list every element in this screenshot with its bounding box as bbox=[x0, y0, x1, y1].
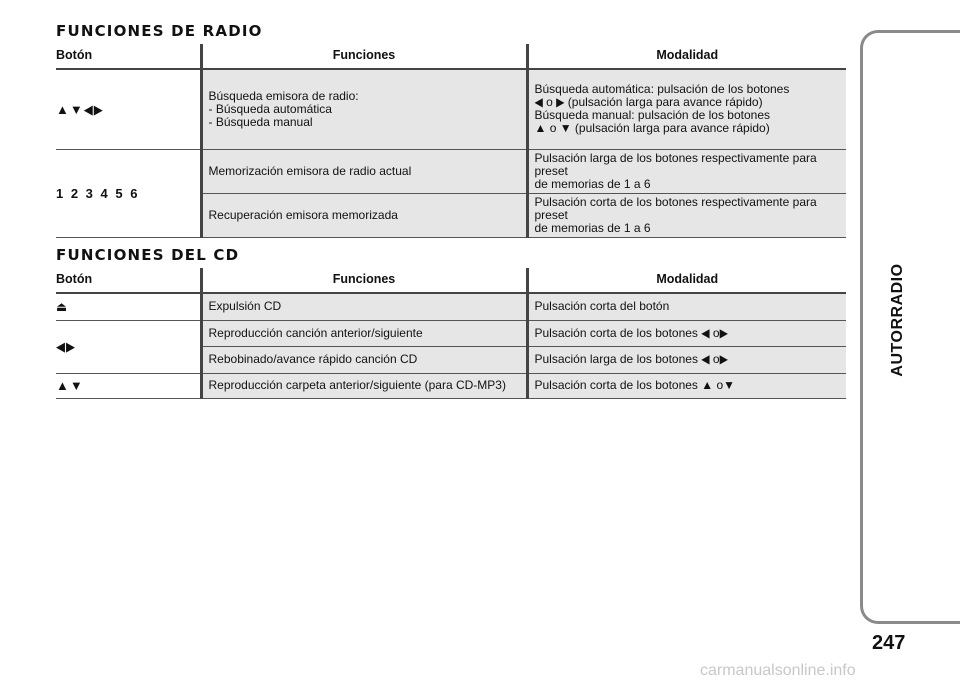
function-line: Memorización emisora de radio actual bbox=[208, 163, 412, 178]
table-row bbox=[56, 373, 846, 398]
header-mode: Modalidad bbox=[527, 268, 846, 293]
page-number: 247 bbox=[872, 632, 906, 654]
radio-functions-table bbox=[56, 44, 846, 238]
function-line: Búsqueda emisora de radio: bbox=[208, 88, 359, 103]
preset-buttons-label: 1 2 3 4 5 6 bbox=[56, 149, 201, 237]
mode-cell bbox=[527, 69, 846, 149]
function-cell bbox=[201, 149, 527, 193]
function-line: - Búsqueda manual bbox=[208, 114, 313, 129]
function-cell: Rebobinado/avance rápido canción CD bbox=[201, 346, 527, 373]
side-tab bbox=[860, 30, 960, 624]
mode-line: Búsqueda automática: pulsación de los botones bbox=[534, 82, 790, 97]
mode-cell bbox=[527, 193, 846, 237]
function-line: Recuperación emisora memorizada bbox=[208, 207, 398, 222]
mode-cell: Pulsación corta del botón bbox=[527, 293, 846, 320]
cd-functions-table bbox=[56, 268, 846, 399]
function-line: - Búsqueda automática bbox=[208, 101, 332, 116]
section-title-radio: FUNCIONES DE RADIO bbox=[56, 22, 263, 40]
mode-line: ◀ o ▶ (pulsación larga para avance rápido) bbox=[534, 95, 763, 110]
mode-cell: Pulsación larga de los botones ◀ o▶ bbox=[527, 346, 846, 373]
function-cell bbox=[201, 193, 527, 237]
table-row bbox=[56, 149, 846, 193]
side-tab-label: AUTORRADIO bbox=[889, 263, 906, 377]
up-down-arrows-icon: ▲▼ bbox=[56, 373, 201, 398]
table-row bbox=[56, 293, 846, 320]
table-header-row bbox=[56, 268, 846, 293]
arrow-buttons-icon: ▲▼◀▶ bbox=[56, 69, 201, 149]
section-title-cd: FUNCIONES DEL CD bbox=[56, 246, 240, 264]
header-functions: Funciones bbox=[201, 268, 527, 293]
left-right-arrows-icon: ◀▶ bbox=[56, 320, 201, 373]
mode-line: de memorias de 1 a 6 bbox=[534, 176, 651, 191]
header-button: Botón bbox=[56, 268, 201, 293]
header-mode: Modalidad bbox=[527, 44, 846, 69]
table-row bbox=[56, 69, 846, 149]
eject-icon: ⏏ bbox=[56, 293, 201, 320]
header-button: Botón bbox=[56, 44, 201, 69]
header-functions: Funciones bbox=[201, 44, 527, 69]
mode-cell: Pulsación corta de los botones ◀ o▶ bbox=[527, 320, 846, 346]
mode-line: ▲ o ▼ (pulsación larga para avance rápido) bbox=[534, 121, 770, 136]
function-cell bbox=[201, 69, 527, 149]
function-cell: Reproducción carpeta anterior/siguiente (para CD-MP3) bbox=[201, 373, 527, 398]
watermark-text: carmanualsonline.info bbox=[700, 662, 856, 679]
mode-line: Pulsación corta de los botones respectivamente para preset bbox=[534, 194, 817, 222]
table-row bbox=[56, 320, 846, 346]
mode-cell: Pulsación corta de los botones ▲ o▼ bbox=[527, 373, 846, 398]
mode-cell bbox=[527, 149, 846, 193]
function-cell: Expulsión CD bbox=[201, 293, 527, 320]
function-cell: Reproducción canción anterior/siguiente bbox=[201, 320, 527, 346]
mode-line: Búsqueda manual: pulsación de los botones bbox=[534, 108, 770, 123]
mode-line: Pulsación larga de los botones respectivamente para preset bbox=[534, 150, 817, 178]
table-header-row bbox=[56, 44, 846, 69]
mode-line: de memorias de 1 a 6 bbox=[534, 220, 651, 235]
